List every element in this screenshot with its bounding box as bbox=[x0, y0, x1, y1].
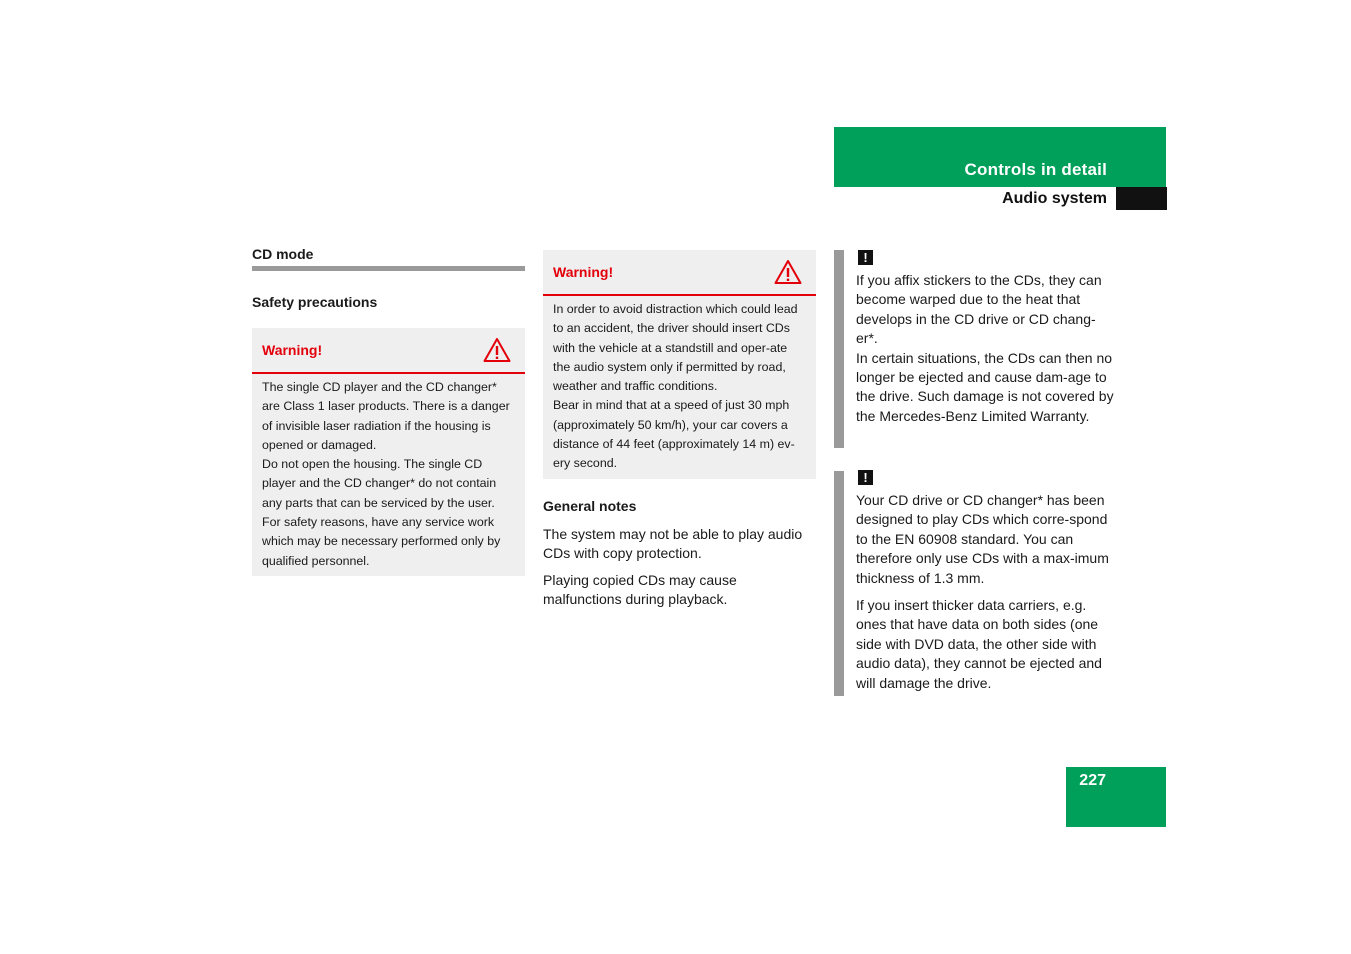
warning-header bbox=[543, 250, 816, 296]
warning-box-distraction bbox=[543, 250, 816, 479]
header-marker bbox=[1116, 187, 1167, 210]
exclamation-icon: ! bbox=[858, 470, 873, 485]
page-number: 227 bbox=[1079, 772, 1106, 789]
note-thick-carriers: If you insert thicker data carriers, e.g. ones that have data on both sides (one side with DVD data, the other side with audio data), they cannot be ejected and will damage the drive. bbox=[856, 597, 1102, 691]
warning-text: The single CD player and the CD changer* are Class 1 laser products. There is a danger of invisible laser radiation if the housing is opened or damaged. Do not open the housing. The single CD player and the CD changer* do not contain any parts that can be serviced by the user. For safety reasons, have any service work which may be necessary performed only by qualified personnel. bbox=[262, 380, 510, 568]
heading-rule bbox=[252, 266, 525, 271]
note-cd-standard: Your CD drive or CD changer* has been designed to play CDs which corre-spond to the EN 60908 standard. You can therefore only use CDs with a max-imum thickness of 1.3 mm. bbox=[856, 492, 1109, 586]
warning-label: Warning! bbox=[262, 342, 323, 358]
exclamation-icon: ! bbox=[858, 250, 873, 265]
general-note-copied-cds: Playing copied CDs may cause malfunctions during playback. bbox=[543, 572, 737, 608]
warning-text: In order to avoid distraction which could lead to an accident, the driver should insert CDs with the vehicle at a standstill and oper-ate the audio system only if permitted by road, weather and traffic conditions. Bear in mind that at a speed of just 30 mph (approximately 50 km/h), your car covers a distance of 44 feet (approximately 14 m) ev-ery second. bbox=[553, 302, 798, 471]
subsection-title: Audio system bbox=[1002, 190, 1107, 207]
heading-general-notes: General notes bbox=[543, 498, 637, 514]
heading-safety-precautions: Safety precautions bbox=[252, 294, 378, 310]
note-bar bbox=[834, 250, 844, 448]
warning-header bbox=[252, 328, 525, 374]
heading-cd-mode: CD mode bbox=[252, 246, 314, 262]
general-note-copy-protection: The system may not be able to play audio CDs with copy protection. bbox=[543, 526, 803, 562]
section-title: Controls in detail bbox=[964, 160, 1107, 179]
note-bar bbox=[834, 471, 844, 696]
warning-box-laser bbox=[252, 328, 525, 576]
note-stickers: If you affix stickers to the CDs, they can become warped due to the heat that develops in the CD drive or CD chang-er*. In certain situations, the CDs can then no longer be ejected and cause dam-age to the drive. Such damage is not covered by the Mercedes-Benz Limited Warranty. bbox=[856, 272, 1114, 424]
warning-triangle-icon bbox=[774, 259, 802, 285]
warning-label: Warning! bbox=[553, 264, 614, 280]
warning-triangle-icon bbox=[483, 337, 511, 363]
